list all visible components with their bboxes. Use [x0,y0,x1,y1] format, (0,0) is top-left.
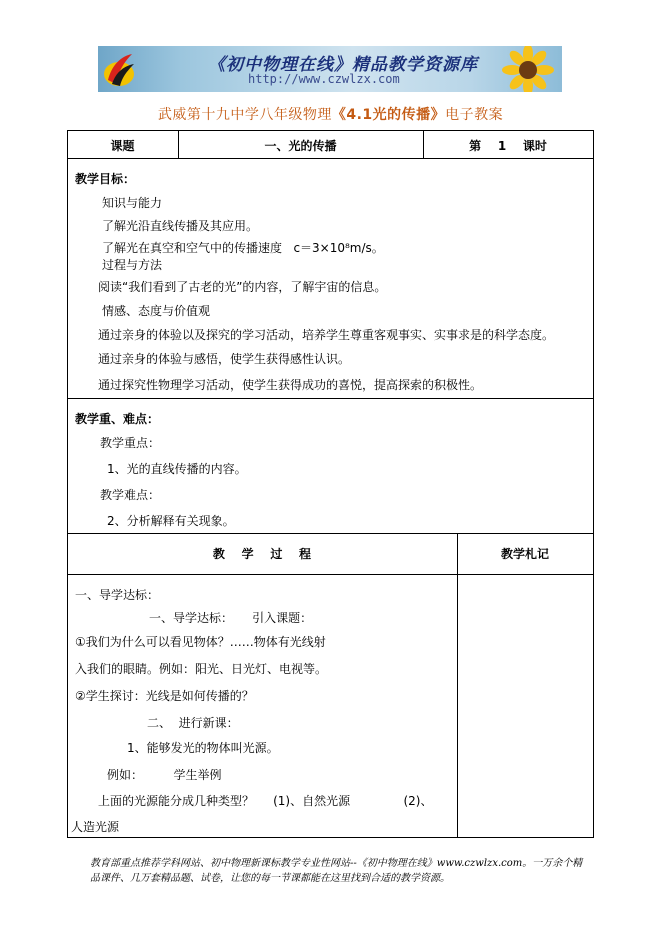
title-prefix: 武威第十九中学八年级物理 [157,107,332,123]
objective-line: 知识与能力 [102,196,163,210]
objective-line: 通过探究性物理学习活动，使学生获得成功的喜悦，提高探索的积极性。 [98,378,483,392]
process-heading: 教 学 过 程 [212,547,312,561]
notes-heading: 教学札记 [500,547,549,561]
page-footer: 教育部重点推荐学科网站、初中物理新课标教学专业性网站--《初中物理在线》www.czwlzx.com。一万余个精品课件、几万套精品题、试卷，让您的每一节课都能在这里找到合适的教学资源。 [90,858,583,884]
key-point-line: 2、分析解释有关现象。 [107,514,235,528]
objective-line: 通过亲身的体验以及探究的学习活动，培养学生尊重客观事实、实事求是的科学态度。 [98,328,555,342]
banner-url[interactable]: http://www.czwlzx.com [248,72,400,86]
title-lesson: 《4.1光的传播》 [331,107,446,123]
objective-line: 阅读“我们看到了古老的光”的内容，了解宇宙的信息。 [98,280,387,294]
process-line: ①我们为什么可以看见物体？……物体有光线射 [75,635,326,649]
process-line: 例如： 学生举例 [107,768,222,782]
objective-line: 情感、态度与价值观 [102,304,211,318]
objective-line: 了解光沿直线传播及其应用。 [102,219,259,233]
objective-line: 了解光在真空和空气中的传播速度 c＝3×10⁸m/s。 [102,241,384,255]
process-line: 二、 进行新课： [147,716,239,730]
sunflower-icon [492,46,556,92]
process-line: 入我们的眼睛。例如：阳光、日光灯、电视等。 [75,662,328,676]
banner-title: 《初中物理在线》精品教学资源库 [208,55,478,75]
site-banner [98,46,562,92]
key-point-line: 教学重点： [100,436,161,450]
lesson-plan-table [67,130,593,837]
title-suffix: 电子教案 [445,107,504,123]
topic-label: 课题 [110,139,135,153]
site-logo-icon [102,50,136,88]
process-line: 人造光源 [71,820,120,834]
key-points-heading: 教学重、难点： [75,412,160,426]
process-line: 1、能够发光的物体叫光源。 [127,741,279,755]
key-point-line: 1、光的直线传播的内容。 [107,462,247,476]
process-line: 一、导学达标： [75,588,160,602]
page-title [0,104,661,124]
lesson-period: 第 1 课时 [469,139,547,153]
process-line: 一、导学达标： 引入课题： [149,611,313,625]
objective-line: 过程与方法 [102,258,163,272]
objective-line: 通过亲身的体验与感悟，使学生获得感性认识。 [98,352,351,366]
objectives-heading: 教学目标： [75,172,136,186]
topic-value: 一、光的传播 [264,139,337,153]
process-line: 上面的光源能分成几种类型？ (1)、自然光源 (2)、 [98,794,433,808]
process-line: ②学生探讨：光线是如何传播的？ [75,689,254,703]
key-point-line: 教学难点： [100,488,161,502]
